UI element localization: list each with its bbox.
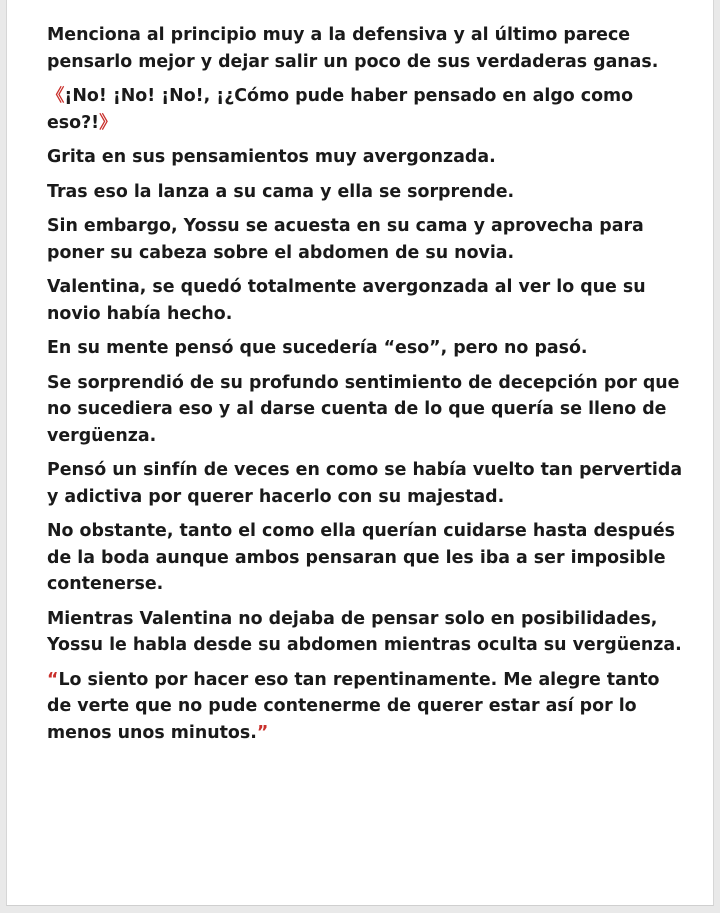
paragraph: [47, 457, 687, 510]
paragraph-text: ¡No! ¡No! ¡No!, ¡¿Cómo pude haber pensado en algo como eso?!: [47, 86, 634, 133]
paragraph: [47, 335, 687, 362]
document-page: [6, 0, 714, 906]
paragraph-text: Se sorprendió de su profundo sentimiento de decepción por que no sucediera eso y al darse cuenta de lo que quería se lleno de vergüenza.: [47, 372, 680, 446]
open-quote-mark: 《: [47, 86, 65, 106]
paragraph-text: Valentina, se quedó totalmente avergonzada al ver lo que su novio había hecho.: [47, 277, 646, 324]
paragraph-text: Menciona al principio muy a la defensiva y al último parece pensarlo mejor y dejar salir un poco de sus verdaderas ganas.: [47, 25, 659, 72]
paragraph-text: Tras eso la lanza a su cama y ella se sorprende.: [47, 181, 515, 202]
close-quote-mark: 》: [99, 112, 117, 133]
paragraph: [47, 370, 687, 450]
paragraph: [47, 179, 687, 206]
paragraph: [47, 606, 687, 659]
paragraph-thought-quote: [47, 83, 687, 136]
paragraph: [47, 518, 687, 598]
paragraph-dialogue: [47, 667, 687, 747]
paragraph-text: No obstante, tanto el como ella querían cuidarse hasta después de la boda aunque ambos pensaran que les iba a ser imposible contenerse.: [47, 521, 676, 594]
paragraph-text: En su mente pensó que sucedería “eso”, pero no pasó.: [47, 338, 588, 358]
paragraph: [47, 22, 687, 75]
paragraph-text: Mientras Valentina no dejaba de pensar solo en posibilidades, Yossu le habla desde su abdomen mientras oculta su vergüenza.: [47, 608, 682, 655]
paragraph-text: Sin embargo, Yossu se acuesta en su cama y aprovecha para poner su cabeza sobre el abdomen de su novia.: [47, 216, 644, 263]
close-quote-mark: ”: [256, 722, 269, 743]
paragraph: [47, 274, 687, 327]
paragraph: [47, 213, 687, 266]
open-quote-mark: “: [47, 669, 59, 690]
paragraph: [47, 144, 687, 171]
document-body: [47, 22, 687, 754]
paragraph-text: Pensó un sinfín de veces en como se había vuelto tan pervertida y adictiva por querer hacerlo con su majestad.: [47, 460, 683, 507]
paragraph-text: Lo siento por hacer eso tan repentinamente. Me alegre tanto de verte que no pude contenerme de querer estar así por lo menos unos minutos.: [47, 669, 660, 743]
paragraph-text: Grita en sus pensamientos muy avergonzada.: [47, 147, 496, 167]
